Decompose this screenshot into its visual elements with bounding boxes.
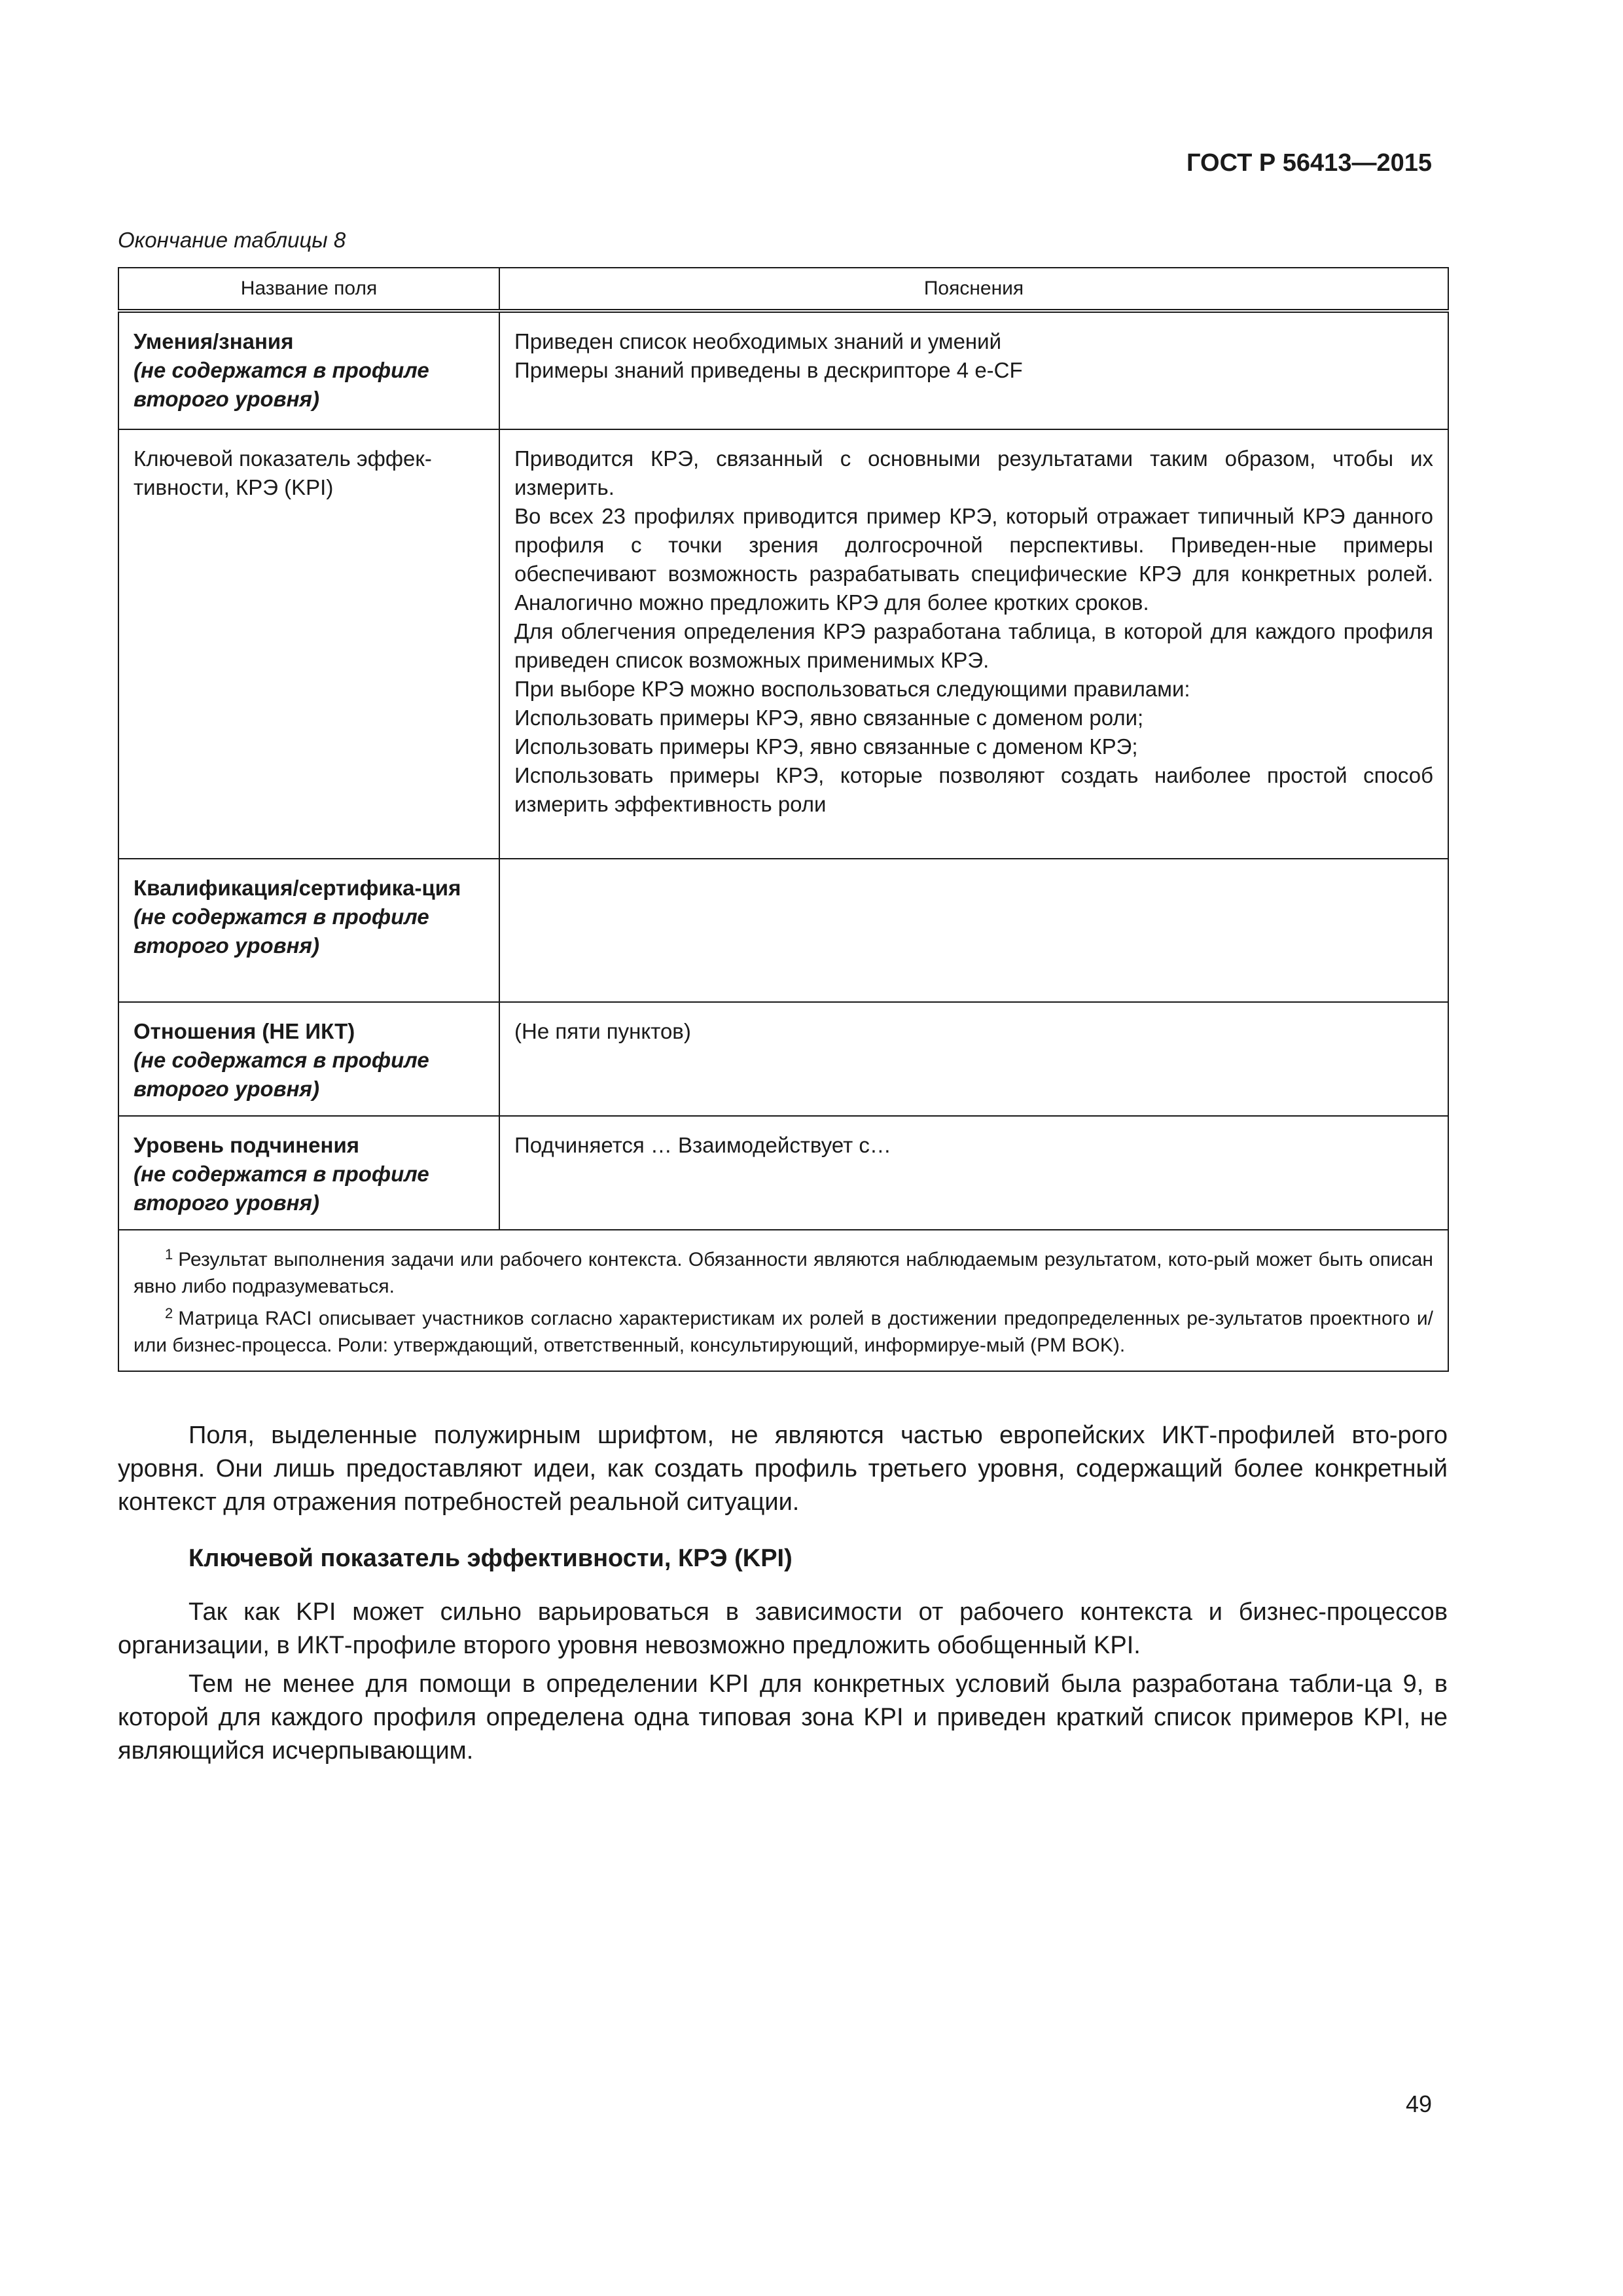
explanation-line: Приводится КРЭ, связанный с основными результатами таким образом, чтобы их измерить. xyxy=(514,446,1433,499)
column-header-explanations: Пояснения xyxy=(499,268,1448,311)
field-name-cell xyxy=(118,859,499,1002)
field-name-cell xyxy=(118,311,499,429)
table-row xyxy=(118,1002,1448,1116)
field-name-note: (не содержатся в профиле второго уровня) xyxy=(134,1162,429,1215)
footnote-mark: 1 xyxy=(165,1246,173,1263)
explanation-line: Использовать примеры КРЭ, явно связанные с доменом роли; xyxy=(514,706,1144,730)
explanation-line: Использовать примеры КРЭ, которые позволяют создать наиболее простой способ измерить эффективность роли xyxy=(514,763,1433,816)
field-name-cell xyxy=(118,1116,499,1230)
explanation-cell xyxy=(499,1116,1448,1230)
page-number: 49 xyxy=(1405,2090,1432,2117)
table-row xyxy=(118,311,1448,429)
explanation-line: Приведен список необходимых знаний и умений xyxy=(514,329,1002,353)
table-notes xyxy=(118,1230,1448,1371)
section-subheading: Ключевой показатель эффективности, КРЭ (KPI) xyxy=(188,1545,793,1572)
field-name: Уровень подчинения xyxy=(134,1133,359,1157)
body-paragraph: Тем не менее для помощи в определении KPI для конкретных условий была разработана табли-ца 9, в которой для каждого профиля определена одна типовая зона KPI и приведен краткий список примеров KPI, не являющийся исчерпывающим. xyxy=(118,1670,1448,1765)
explanation-line: Для облегчения определения КРЭ разработана таблица, в которой для каждого профиля приведен список возможных применимых КРЭ. xyxy=(514,619,1433,672)
explanation-line: Во всех 23 профилях приводится пример КРЭ, который отражает типичный КРЭ данного профиля с точки зрения долгосрочной перспективы. Приведен-ные примеры обеспечивают возможность разрабатывать специфические КРЭ для конкретных ролей. Аналогично можно предложить КРЭ для более кротких сроков. xyxy=(514,504,1433,615)
field-name: Квалификация/сертифика-ция xyxy=(134,876,461,900)
field-name: Ключевой показатель эффек-тивности, КРЭ (KPI) xyxy=(134,446,432,499)
footnote xyxy=(134,1241,1433,1300)
footnote-text: Матрица RACI описывает участников согласно характеристикам их ролей в достижении предопределенных ре-зультатов проектного и/или бизнес-процесса. Роли: утверждающий, ответственный, консультирующий, информируе-мый (PM BOK). xyxy=(134,1308,1433,1356)
explanation-line: (Не пяти пунктов) xyxy=(514,1019,691,1043)
fields-table xyxy=(118,267,1449,1372)
explanation-cell xyxy=(499,1002,1448,1116)
footnote-mark: 2 xyxy=(165,1305,173,1321)
field-name-note: (не содержатся в профиле второго уровня) xyxy=(134,358,429,411)
explanation-cell xyxy=(499,429,1448,859)
explanation-line: Использовать примеры КРЭ, явно связанные с доменом КРЭ; xyxy=(514,734,1138,759)
explanation-cell xyxy=(499,859,1448,1002)
column-header-field-name: Название поля xyxy=(118,268,499,311)
body-paragraph: Так как KPI может сильно варьироваться в зависимости от рабочего контекста и бизнес-процессов организации, в ИКТ-профиле второго уровня невозможно предложить обобщенный KPI. xyxy=(118,1598,1448,1659)
explanation-line: Подчиняется … Взаимодействует с… xyxy=(514,1133,891,1157)
table-row xyxy=(118,859,1448,1002)
field-name-note: (не содержатся в профиле второго уровня) xyxy=(134,905,429,958)
body-paragraph: Поля, выделенные полужирным шрифтом, не являются частью европейских ИКТ-профилей вто-рого уровня. Они лишь предоставляют идеи, как создать профиль третьего уровня, содержащий более конкретный контекст для отражения потребностей реальной ситуации. xyxy=(118,1422,1448,1516)
field-name-note: (не содержатся в профиле второго уровня) xyxy=(134,1048,429,1101)
explanation-line: Примеры знаний приведены в дескрипторе 4 e-CF xyxy=(514,358,1023,382)
field-name-cell xyxy=(118,429,499,859)
table-notes-row xyxy=(118,1230,1448,1371)
footnote xyxy=(134,1300,1433,1359)
field-name-cell xyxy=(118,1002,499,1116)
explanation-line: При выборе КРЭ можно воспользоваться следующими правилами: xyxy=(514,677,1190,701)
table-caption: Окончание таблицы 8 xyxy=(118,228,346,252)
standard-code: ГОСТ Р 56413—2015 xyxy=(1186,149,1432,177)
table-header-row xyxy=(118,268,1448,311)
field-name: Умения/знания xyxy=(134,329,294,353)
field-name: Отношения (НЕ ИКТ) xyxy=(134,1019,355,1043)
table-row xyxy=(118,1116,1448,1230)
table-row xyxy=(118,429,1448,859)
footnote-text: Результат выполнения задачи или рабочего контекста. Обязанности являются наблюдаемым результатом, кото-рый может быть описан явно либо подразумеваться. xyxy=(134,1249,1433,1297)
explanation-cell xyxy=(499,311,1448,429)
